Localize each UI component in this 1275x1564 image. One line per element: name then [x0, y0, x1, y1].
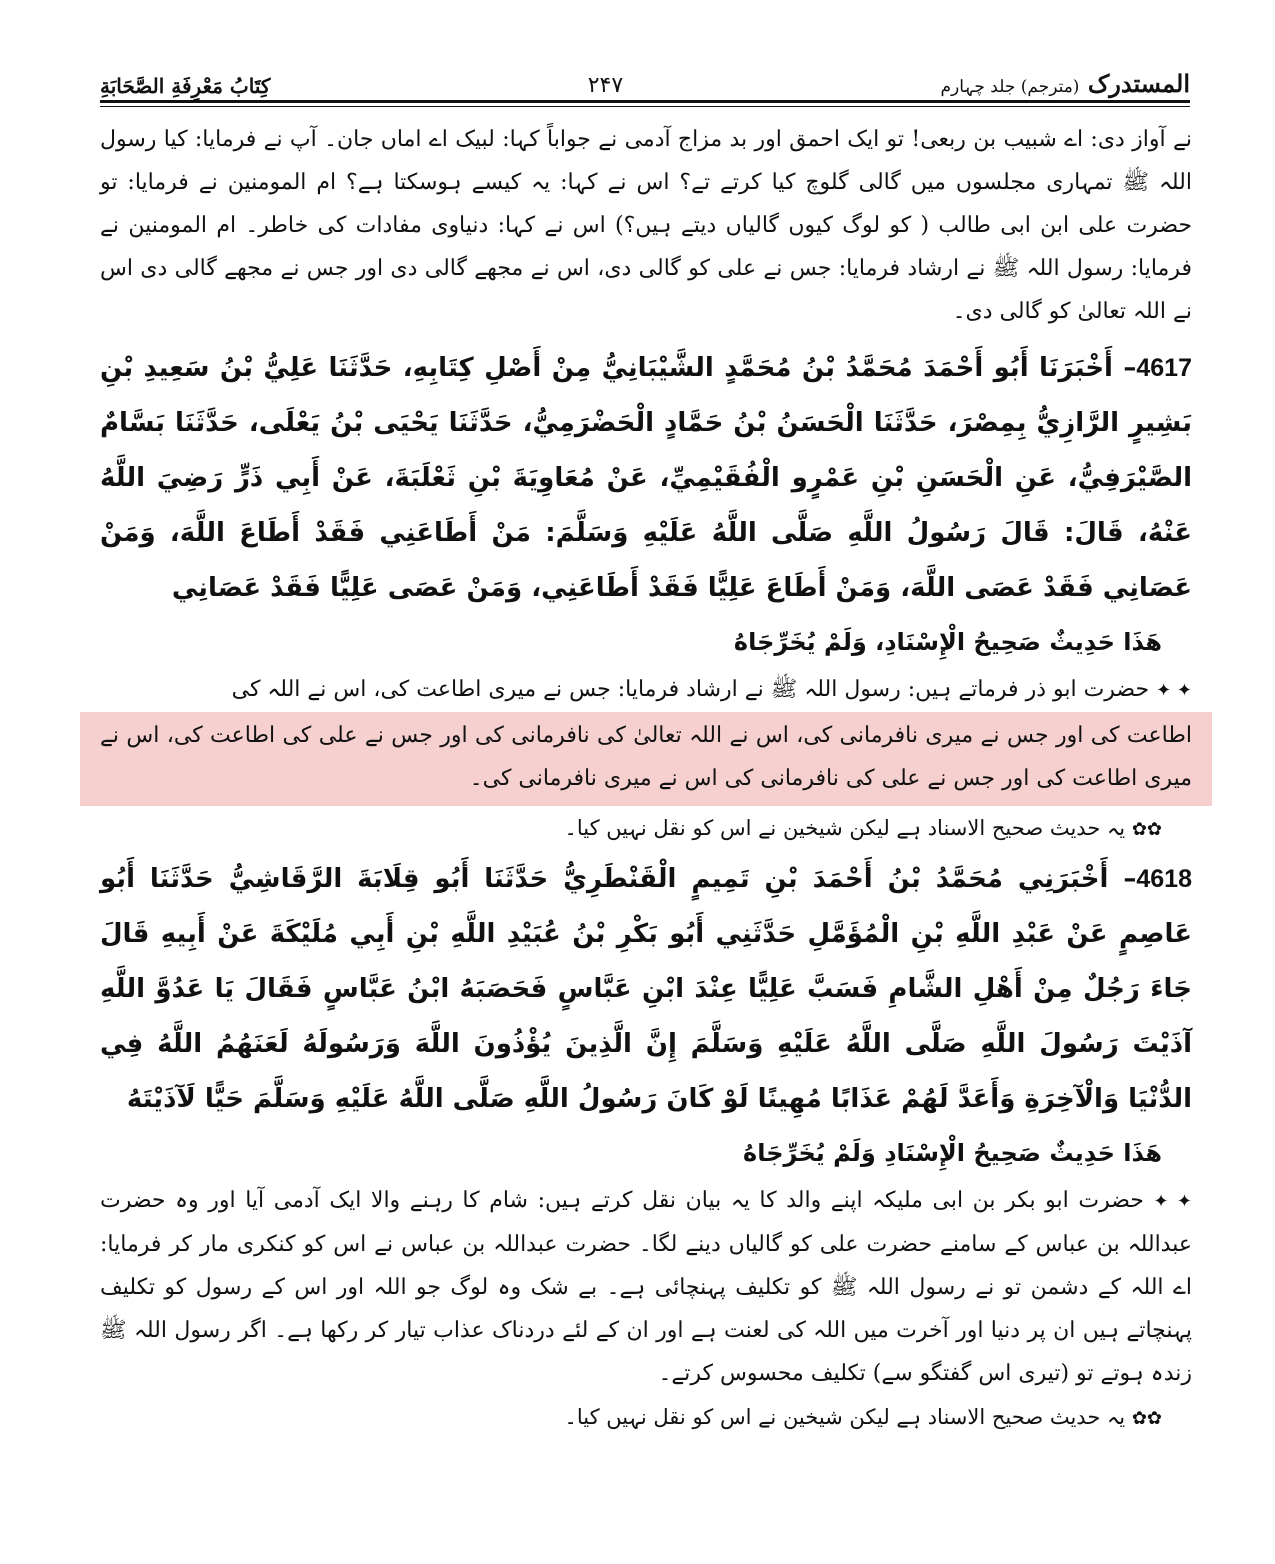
translation-marker: ✦ ✦: [1153, 1191, 1193, 1212]
hadith-4618-note: [100, 1395, 1192, 1441]
hadith-4617-text: أَخْبَرَنَا أَبُو أَحْمَدَ مُحَمَّدُ بْنُ مُحَمَّدٍ الشَّيْبَانِيُّ مِنْ أَصْلِ كِتَابِهِ، حَدَّثَنَا عَلِيُّ بْنُ سَعِيدِ بْنِ بَشِيرٍ الرَّازِيُّ بِمِصْرَ، حَدَّثَنَا الْحَسَنُ بْنُ حَمَّادٍ الْحَضْرَمِيُّ، حَدَّثَنَا يَحْيَى بْنُ يَعْلَى، حَدَّثَنَا بَسَّامٌ الصَّيْرَفِيُّ، عَنِ الْحَسَنِ بْنِ عَمْرٍو الْفُقَيْمِيِّ، عَنْ مُعَاوِيَةَ بْنِ ثَعْلَبَةَ، عَنْ أَبِي ذَرٍّ رَضِيَ اللَّهُ عَنْهُ، قَالَ: قَالَ رَسُولُ اللَّهِ صَلَّى اللَّهُ عَلَيْهِ وَسَلَّمَ: مَنْ أَطَاعَنِي فَقَدْ أَطَاعَ اللَّهَ، وَمَنْ عَصَانِي فَقَدْ عَصَى اللَّهَ، وَمَنْ أَطَاعَ عَلِيًّا فَقَدْ أَطَاعَنِي، وَمَنْ عَصَى عَلِيًّا فَقَدْ عَصَانِي: [100, 353, 1192, 603]
page-header: [100, 58, 1190, 98]
note-marker: ✿✿: [1131, 819, 1162, 840]
hadith-4617-translation: [100, 668, 1192, 712]
continuation-paragraph: نے آواز دی: اے شبیب بن ربعی! تو ایک احمق اور بد مزاج آدمی نے جواباً کہا: لبیک اے اماں جان۔ آپ نے فرمایا: کیا رسول اللہ ﷺ تمہاری مجلسوں میں گالی گلوچ کیا کرتے تے؟ اس نے کہا: یہ کیسے ہوسکتا ہے؟ ام المومنین نے فرمایا: تو حضرت علی ابن ابی طالب ( کو لوگ کیوں گالیاں دیتے ہیں؟) اس نے کہا: دنیاوی مفادات کی خاطر۔ ام المومنین نے فرمایا: رسول اللہ ﷺ نے ارشاد فرمایا: جس نے علی کو گالی دی، اس نے مجھے گالی دی اور جس نے مجھے گالی دی اس نے اللہ تعالیٰ کو گالی دی۔: [100, 127, 1192, 324]
hadith-4617-arabic: 4617– أَخْبَرَنَا أَبُو أَحْمَدَ مُحَمَّدُ بْنُ مُحَمَّدٍ الشَّيْبَانِيُّ مِنْ أَصْلِ كِتَابِهِ، حَدَّثَنَا عَلِيُّ بْنُ سَعِيدِ بْنِ بَشِيرٍ الرَّازِيُّ بِمِصْرَ، حَدَّثَنَا الْحَسَنُ بْنُ حَمَّادٍ الْحَضْرَمِيُّ، حَدَّثَنَا يَحْيَى بْنُ يَعْلَى، حَدَّثَنَا بَسَّامٌ الصَّيْرَفِيُّ، عَنِ الْحَسَنِ بْنِ عَمْرٍو الْفُقَيْمِيِّ، عَنْ مُعَاوِيَةَ بْنِ ثَعْلَبَةَ، عَنْ أَبِي ذَرٍّ رَضِيَ اللَّهُ عَنْهُ، قَالَ: قَالَ رَسُولُ اللَّهِ صَلَّى اللَّهُ عَلَيْهِ وَسَلَّمَ: مَنْ أَطَاعَنِي فَقَدْ أَطَاعَ اللَّهَ، وَمَنْ عَصَانِي فَقَدْ عَصَى اللَّهَ، وَمَنْ أَطَاعَ عَلِيًّا فَقَدْ أَطَاعَنِي، وَمَنْ عَصَى عَلِيًّا فَقَدْ عَصَانِي: [100, 353, 1192, 603]
book-title-text: المستدرک: [1087, 69, 1190, 98]
note-text: یہ حدیث صحیح الاسناد ہے لیکن شیخین نے اس کو نقل نہیں کیا۔: [564, 816, 1126, 840]
header-rule-thin: [100, 106, 1190, 107]
header-rule-thick: [100, 100, 1190, 103]
hadith-number: 4618: [1136, 865, 1192, 893]
hadith-4618-grading: هَذَا حَدِيثٌ صَحِيحُ الْإِسْنَادِ وَلَمْ يُخَرِّجَاهُ: [743, 1139, 1162, 1167]
note-text: یہ حدیث صحیح الاسناد ہے لیکن شیخین نے اس کو نقل نہیں کیا۔: [564, 1405, 1126, 1429]
page-body: [100, 118, 1192, 1441]
page-number: ۲۴۷: [587, 73, 624, 98]
hadith-4617-grading: هَذَا حَدِيثٌ صَحِيحُ الْإِسْنَادِ، وَلَمْ يُخَرِّجَاهُ: [733, 628, 1162, 656]
section-title: كِتَابُ مَعْرِفَةِ الصَّحَابَةِ: [100, 74, 271, 98]
note-marker: ✿✿: [1131, 1408, 1162, 1429]
hadith-4618-translation: [100, 1179, 1192, 1395]
hadith-4618-text: أَخْبَرَنِي مُحَمَّدُ بْنُ أَحْمَدَ بْنِ تَمِيمٍ الْقَنْطَرِيُّ حَدَّثَنَا أَبُو قِلَابَةَ الرَّقَاشِيُّ حَدَّثَنَا أَبُو عَاصِمٍ عَنْ عَبْدِ اللَّهِ بْنِ الْمُؤَمَّلِ حَدَّثَنِي أَبُو بَكْرِ بْنُ عُبَيْدِ اللَّهِ بْنِ أَبِي مُلَيْكَةَ عَنْ أَبِيهِ قَالَ جَاءَ رَجُلٌ مِنْ أَهْلِ الشَّامِ فَسَبَّ عَلِيًّا عِنْدَ ابْنِ عَبَّاسٍ فَحَصَبَهُ ابْنُ عَبَّاسٍ فَقَالَ يَا عَدُوَّ اللَّهِ آذَيْتَ رَسُولَ اللَّهِ صَلَّى اللَّهُ عَلَيْهِ وَسَلَّمَ إِنَّ الَّذِينَ يُؤْذُونَ اللَّهَ وَرَسُولَهُ لَعَنَهُمُ اللَّهُ فِي الدُّنْيَا وَالْآخِرَةِ وَأَعَدَّ لَهُمْ عَذَابًا مُهِينًا لَوْ كَانَ رَسُولُ اللَّهِ صَلَّى اللَّهُ عَلَيْهِ وَسَلَّمَ حَيًّا لَآذَيْتَهُ: [100, 864, 1192, 1114]
hadith-number: 4617: [1136, 354, 1192, 382]
book-subtitle: (مترجم) جلد چہارم: [940, 77, 1080, 97]
spacer: [100, 333, 1192, 341]
book-title: [940, 69, 1190, 98]
translation-marker: ✦ ✦: [1156, 680, 1192, 701]
translation-intro-text: حضرت ابو ذر فرماتے ہیں: رسول اللہ ﷺ نے ارشاد فرمایا: جس نے میری اطاعت کی، اس نے اللہ کی: [231, 677, 1150, 702]
highlighted-passage: [80, 712, 1212, 806]
hadith-4617-note: [100, 806, 1192, 852]
highlighted-text: اطاعت کی اور جس نے میری نافرمانی کی، اس نے اللہ تعالیٰ کی نافرمانی کی اور جس نے علی کی اطاعت کی، اس نے میری اطاعت کی اور جس نے علی کی نافرمانی کی اس نے میری نافرمانی کی۔: [100, 723, 1192, 791]
hadith-4618-arabic: 4618– أَخْبَرَنِي مُحَمَّدُ بْنُ أَحْمَدَ بْنِ تَمِيمٍ الْقَنْطَرِيُّ حَدَّثَنَا أَبُو قِلَابَةَ الرَّقَاشِيُّ حَدَّثَنَا أَبُو عَاصِمٍ عَنْ عَبْدِ اللَّهِ بْنِ الْمُؤَمَّلِ حَدَّثَنِي أَبُو بَكْرِ بْنُ عُبَيْدِ اللَّهِ بْنِ أَبِي مُلَيْكَةَ عَنْ أَبِيهِ قَالَ جَاءَ رَجُلٌ مِنْ أَهْلِ الشَّامِ فَسَبَّ عَلِيًّا عِنْدَ ابْنِ عَبَّاسٍ فَحَصَبَهُ ابْنُ عَبَّاسٍ فَقَالَ يَا عَدُوَّ اللَّهِ آذَيْتَ رَسُولَ اللَّهِ صَلَّى اللَّهُ عَلَيْهِ وَسَلَّمَ إِنَّ الَّذِينَ يُؤْذُونَ اللَّهَ وَرَسُولَهُ لَعَنَهُمُ اللَّهُ فِي الدُّنْيَا وَالْآخِرَةِ وَأَعَدَّ لَهُمْ عَذَابًا مُهِينًا لَوْ كَانَ رَسُولُ اللَّهِ صَلَّى اللَّهُ عَلَيْهِ وَسَلَّمَ حَيًّا لَآذَيْتَهُ: [100, 864, 1192, 1114]
translation-text: حضرت ابو بکر بن ابی ملیکہ اپنے والد کا یہ بیان نقل کرتے ہیں: شام کا رہنے والا ایک آدمی آیا اور وہ حضرت عبداللہ بن عباس کے سامنے حضرت علی کو گالیاں دینے لگا۔ حضرت عبداللہ بن عباس نے اس کو کنکری مار کر فرمایا: اے اللہ کے دشمن تو نے رسول اللہ ﷺ کو تکلیف پہنچائی ہے۔ بے شک وہ لوگ جو اللہ اور اس کے رسول کو تکلیف پہنچاتے ہیں ان پر دنیا اور آخرت میں اللہ کی لعنت ہے اور ان کے لئے دردناک عذاب تیار کر رکھا ہے۔ اگر رسول اللہ ﷺ زندہ ہوتے تو (تیری اس گفتگو سے) تکلیف محسوس کرتے۔: [100, 1188, 1192, 1386]
